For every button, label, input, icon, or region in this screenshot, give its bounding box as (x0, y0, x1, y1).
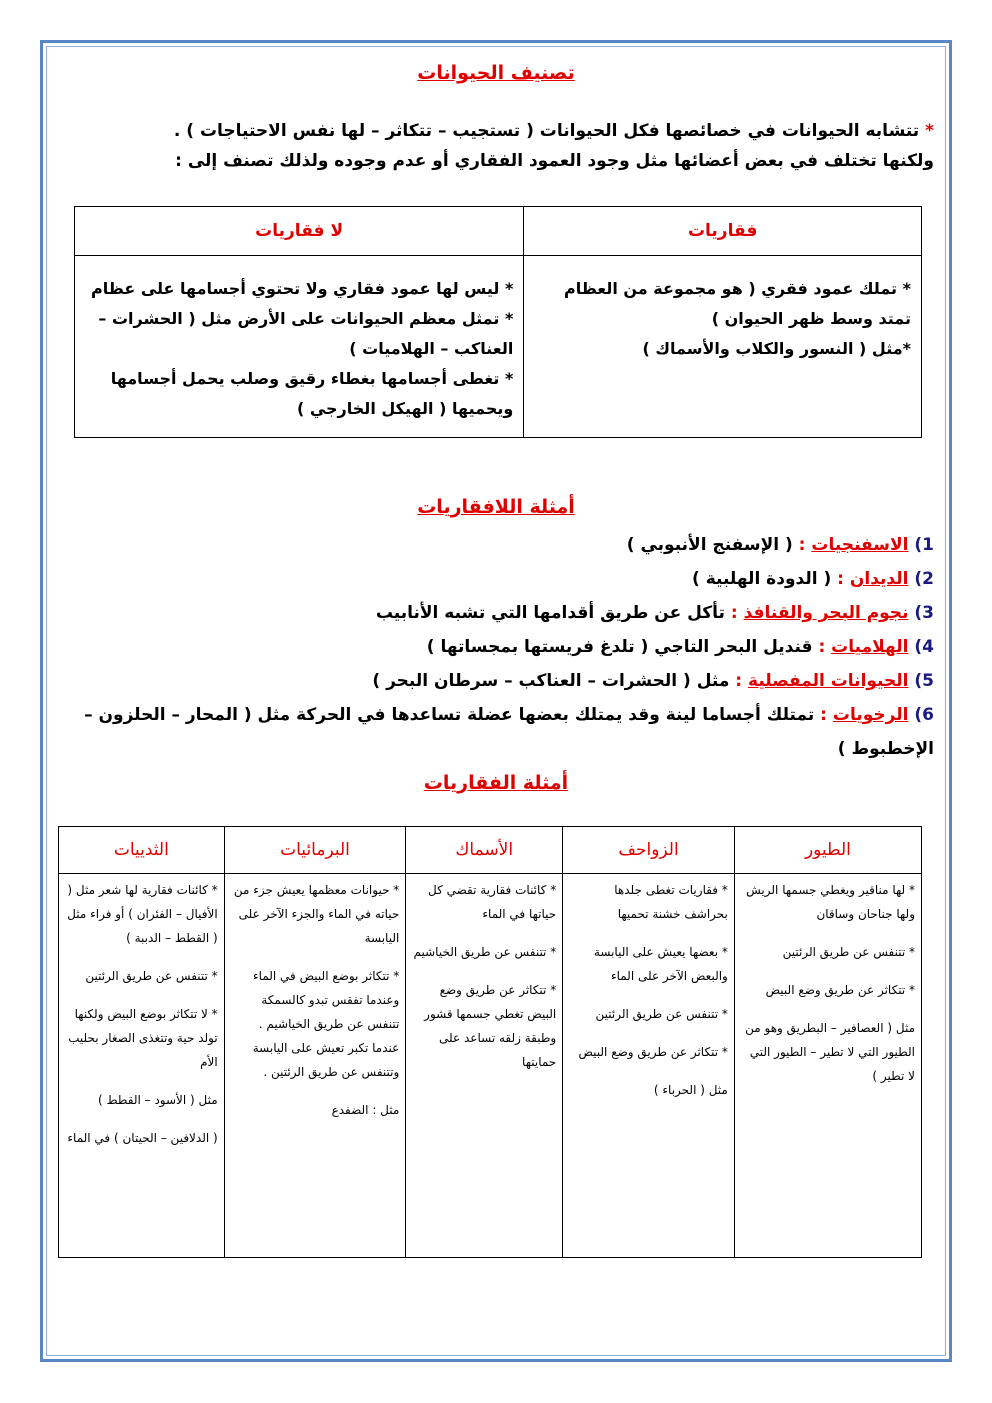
cell-paragraph: * فقاريات تغطى جلدها بحراشف خشنة تحميها (614, 883, 728, 921)
item-description: ( الإسفنج الأنبوبي ) (626, 535, 793, 555)
invertebrate-examples-list (60, 528, 934, 766)
item-number: 5) (914, 671, 934, 691)
cell-paragraph: * تتنفس عن طريق الرئتين (595, 1007, 728, 1021)
intro-line-1 (60, 116, 934, 146)
cell-paragraph: * لا تتكاثر بوضع البيض ولكنها تولد حية وتتغذى الصغار بحليب الأم (68, 1007, 218, 1069)
cell-paragraph: * تتكاثر بوضع البيض في الماء وعندما تفقس تبدو كالسمكة تتنفس عن طريق الخياشيم . عندما تكبر تعيش على اليابسة وتتنفس عن طريق الرئتين . (252, 969, 400, 1079)
column-header-reptiles: الزواحف (563, 827, 735, 874)
list-item (60, 562, 934, 596)
vertebrates-line: *مثل ( النسور والكلاب والأسماك ) (642, 339, 911, 358)
item-description: ( الدودة الهلبية ) (692, 569, 832, 589)
invertebrates-line: * تغطى أجسامها بغطاء رقيق وصلب يحمل أجسامها ويحميها ( الهيكل الخارجي ) (110, 369, 514, 418)
cell-paragraph: * حيوانات معظمها يعيش جزء من حياته في الماء والجزء الآخر على اليابسة (233, 883, 400, 945)
cell-paragraph: * بعضها يعيش على اليابسة والبعض الآخر على الماء (593, 945, 728, 983)
item-number: 3) (914, 603, 934, 623)
list-item (60, 630, 934, 664)
cell-paragraph: * تتكاثر عن طريق وضع البيض (578, 1045, 728, 1059)
vertebrates-cell (524, 256, 922, 438)
list-item (60, 528, 934, 562)
vertebrate-examples-table (58, 826, 922, 1258)
item-separator: : (792, 535, 812, 555)
cell-paragraph: مثل ( الأسود – القطط ) (98, 1093, 218, 1107)
column-header-fish: الأسماك (406, 827, 563, 874)
item-number: 4) (914, 637, 934, 657)
item-separator: : (831, 569, 850, 589)
cell-paragraph: مثل ( العصافير – البطريق وهو من الطيور التي لا تطير – الطيور التي لا تطير ) (745, 1021, 915, 1083)
cell-paragraph: * كائنات فقارية لها شعر مثل ( الأفيال – الفئران ) أو فراء مثل ( القطط – الدببة ) (67, 883, 218, 945)
cell-paragraph: * تتنفس عن طريق الخياشيم (413, 945, 557, 959)
cell-paragraph: * تتنفس عن طريق الرئتين (85, 969, 218, 983)
item-separator: : (729, 671, 749, 691)
vertebrate-examples-title: أمثلة الفقاريات (423, 772, 569, 794)
item-description: مثل ( الحشرات – العناكب – سرطان البحر ) (372, 671, 730, 691)
list-item (60, 664, 934, 698)
cell-paragraph: * تتكاثر عن طريق وضع البيض (765, 983, 915, 997)
cell-paragraph: * كائنات فقارية تقضي كل حياتها في الماء (428, 883, 557, 921)
vertebrates-header: فقاريات (524, 207, 922, 256)
cell-paragraph: ( الدلافين – الحيتان ) في الماء (67, 1131, 218, 1145)
item-term: الاسفنجيات (811, 535, 909, 555)
vertebrates-line: * تملك عمود فقري ( هو مجموعة من العظام تمتد وسط ظهر الحيوان ) (563, 279, 911, 328)
intro-star: * (925, 121, 934, 141)
cell-paragraph: * لها مناقير ويغطي جسمها الريش ولها جناحان وساقان (746, 883, 915, 921)
list-item (60, 596, 934, 630)
column-cell-amphibians (224, 874, 406, 1258)
invertebrates-line: * تمثل معظم الحيوانات على الأرض مثل ( الحشرات – العناكب – الهلاميات ) (98, 309, 514, 358)
list-item (60, 698, 934, 766)
item-number: 1) (914, 535, 934, 555)
invertebrates-header: لا فقاريات (75, 207, 524, 256)
column-cell-mammals (59, 874, 225, 1258)
item-separator: : (814, 705, 833, 725)
column-header-birds: الطيور (734, 827, 921, 874)
item-description: تأكل عن طريق أقدامها التي تشبه الأنابيب (375, 603, 725, 623)
invertebrate-examples-title: أمثلة اللافقاريات (417, 496, 575, 518)
invertebrates-line: * ليس لها عمود فقاري ولا تحتوي أجسامها على عظام (91, 279, 514, 298)
invertebrates-cell (75, 256, 524, 438)
column-cell-fish (406, 874, 563, 1258)
item-number: 6) (914, 705, 934, 725)
intro-line-2: ولكنها تختلف في بعض أعضائها مثل وجود العمود الفقاري أو عدم وجوده ولذلك تصنف إلى : (175, 151, 934, 171)
cell-paragraph: مثل : الضفدع (331, 1103, 400, 1117)
cell-paragraph: * تتنفس عن طريق الرئتين (782, 945, 915, 959)
item-term: الهلاميات (831, 637, 909, 657)
item-number: 2) (914, 569, 934, 589)
item-description: قنديل البحر التاجي ( تلدغ فريستها بمجساتها ) (426, 637, 813, 657)
column-cell-reptiles (563, 874, 735, 1258)
item-term: الديدان (849, 569, 909, 589)
intro-line-1-text: تتشابه الحيوانات في خصائصها فكل الحيوانات ( تستجيب – تتكاثر – لها نفس الاحتياجات ) . (173, 121, 920, 141)
item-term: الحيوانات المفصلية (748, 671, 909, 691)
classification-table (74, 206, 922, 438)
column-header-amphibians: البرمائيات (224, 827, 406, 874)
item-separator: : (812, 637, 832, 657)
item-description: تمتلك أجساما لينة وقد يمتلك بعضها عضلة تساعدها في الحركة مثل ( المحار – الحلزون – الإخطبوط ) (84, 705, 934, 759)
column-header-mammals: الثدييات (59, 827, 225, 874)
page-title: تصنيف الحيوانات (417, 62, 575, 84)
item-term: الرخويات (832, 705, 909, 725)
column-cell-birds (734, 874, 921, 1258)
cell-paragraph: * تتكاثر عن طريق وضع البيض تغطي جسمها قشور وطبقة زلقه تساعد على حمايتها (424, 983, 557, 1069)
item-term: نجوم البحر والقنافذ (743, 603, 909, 623)
intro (60, 116, 934, 176)
item-separator: : (724, 603, 744, 623)
cell-paragraph: مثل ( الحرباء ) (653, 1083, 728, 1097)
